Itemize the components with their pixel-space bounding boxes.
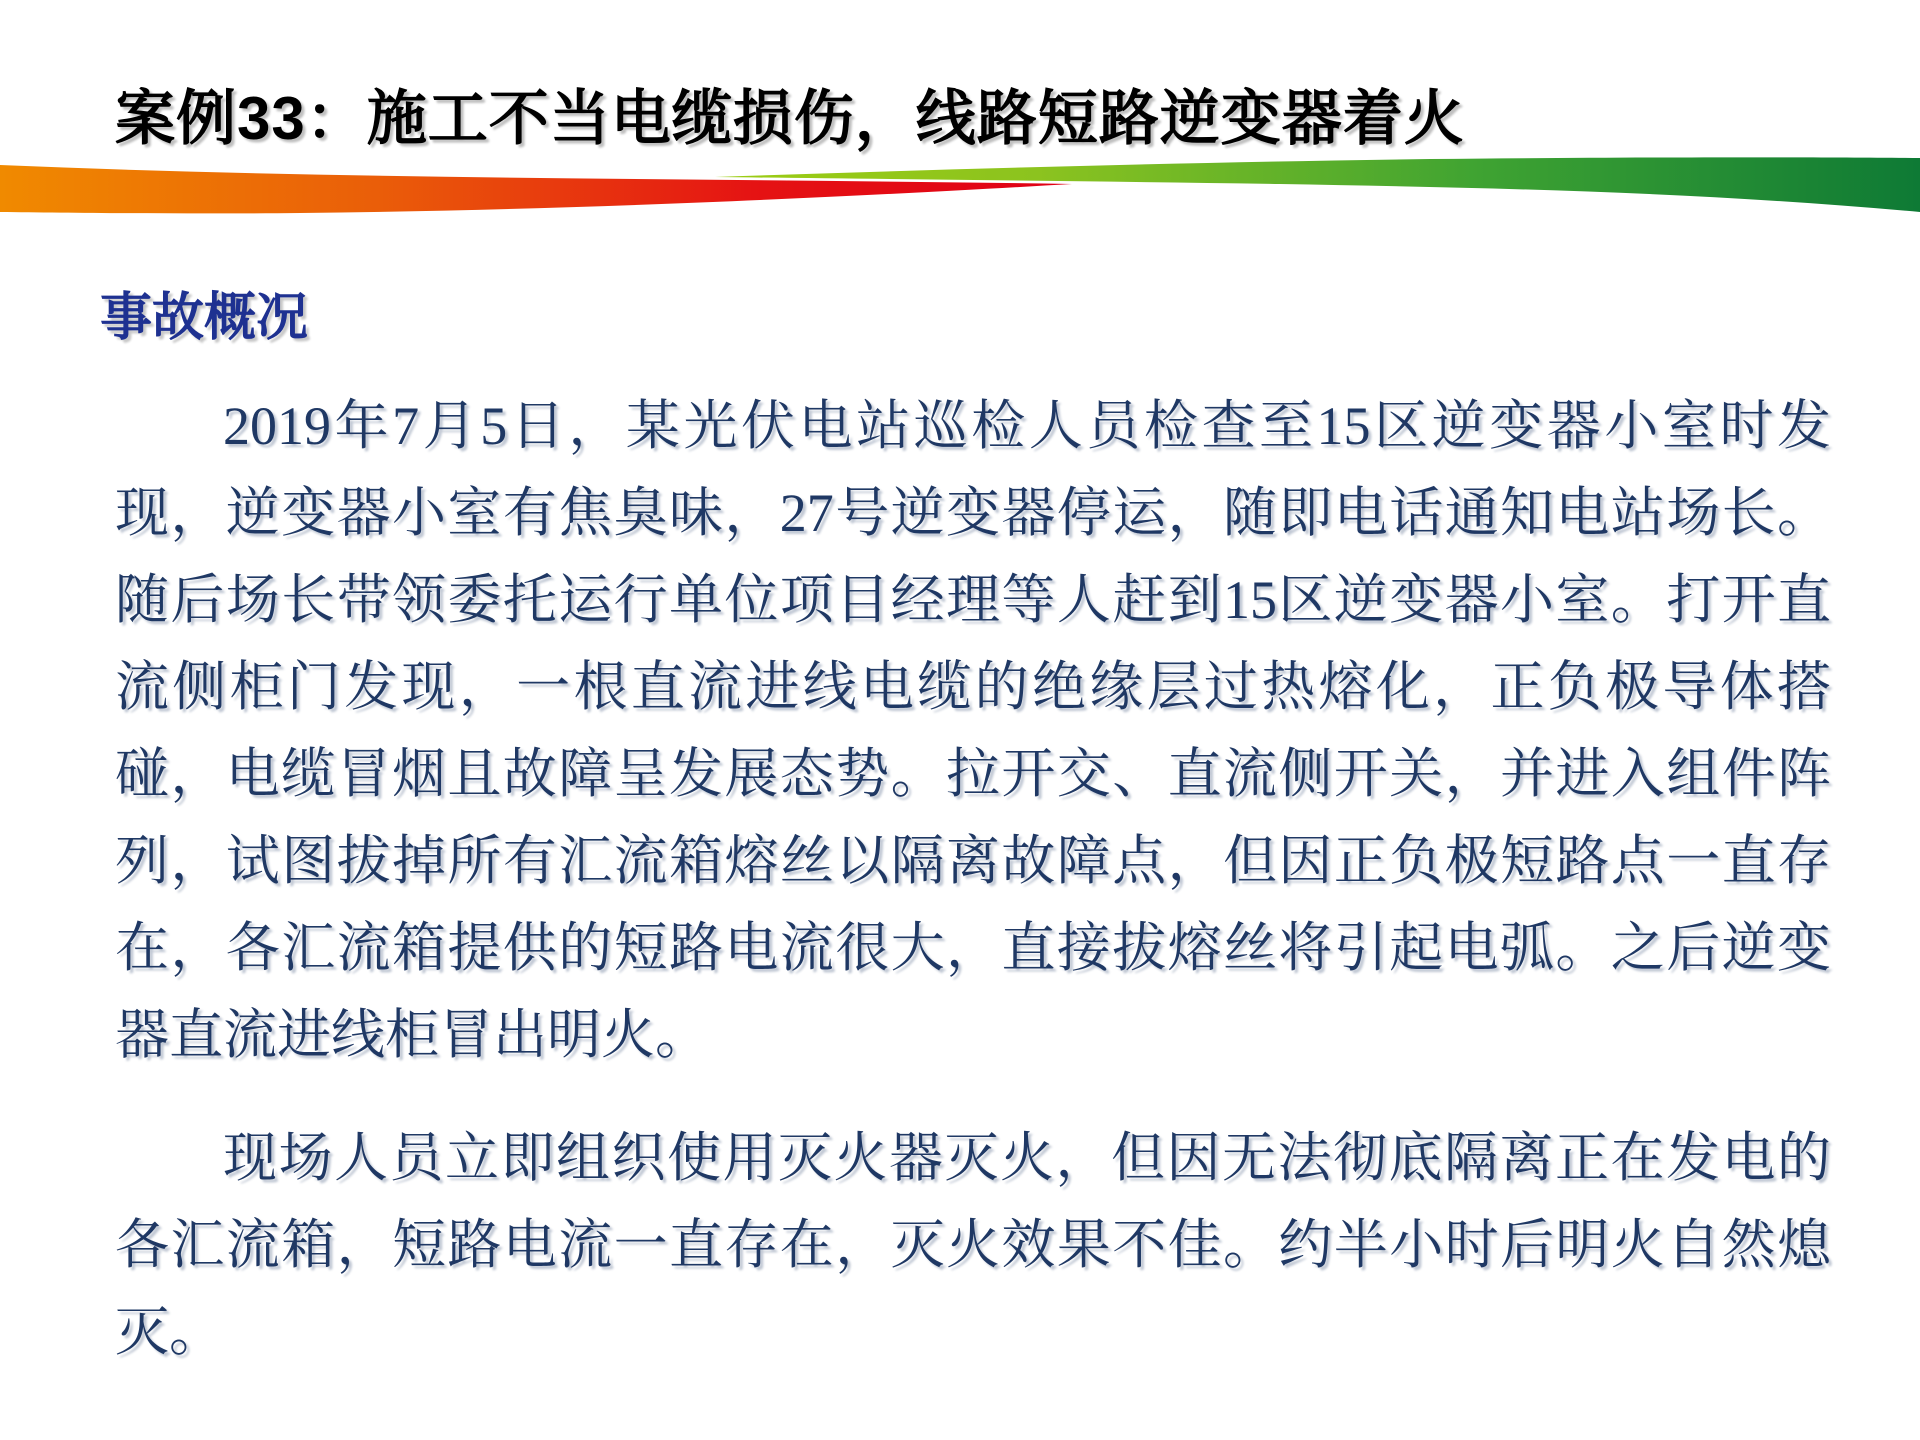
paragraph-incident-description: 2019年7月5日，某光伏电站巡检人员检查至15区逆变器小室时发现，逆变器小室有焦臭味，27号逆变器停运，随即电话通知电站场长。随后场长带领委托运行单位项目经理等人赶到15区逆变器小室。打开直流侧柜门发现，一根直流进线电缆的绝缘层过热熔化，正负极导体搭碰，电缆冒烟且故障呈发展态势。拉开交、直流侧开关，并进入组件阵列，试图拔掉所有汇流箱熔丝以隔离故障点，但因正负极短路点一直存在，各汇流箱提供的短路电流很大，直接拔熔丝将引起电弧。之后逆变器直流进线柜冒出明火。: [115, 396, 1831, 1065]
slide-title: 案例33：施工不当电缆损伤，线路短路逆变器着火: [115, 85, 1465, 152]
paragraph-firefighting-outcome: 现场人员立即组织使用灭火器灭火，但因无法彻底隔离正在发电的各汇流箱，短路电流一直存在，灭火效果不佳。约半小时后明火自然熄灭。: [115, 1128, 1831, 1362]
decorative-ribbon: [0, 150, 1920, 240]
section-heading: 事故概况: [100, 289, 309, 347]
accident-overview-body: [115, 383, 1831, 1376]
